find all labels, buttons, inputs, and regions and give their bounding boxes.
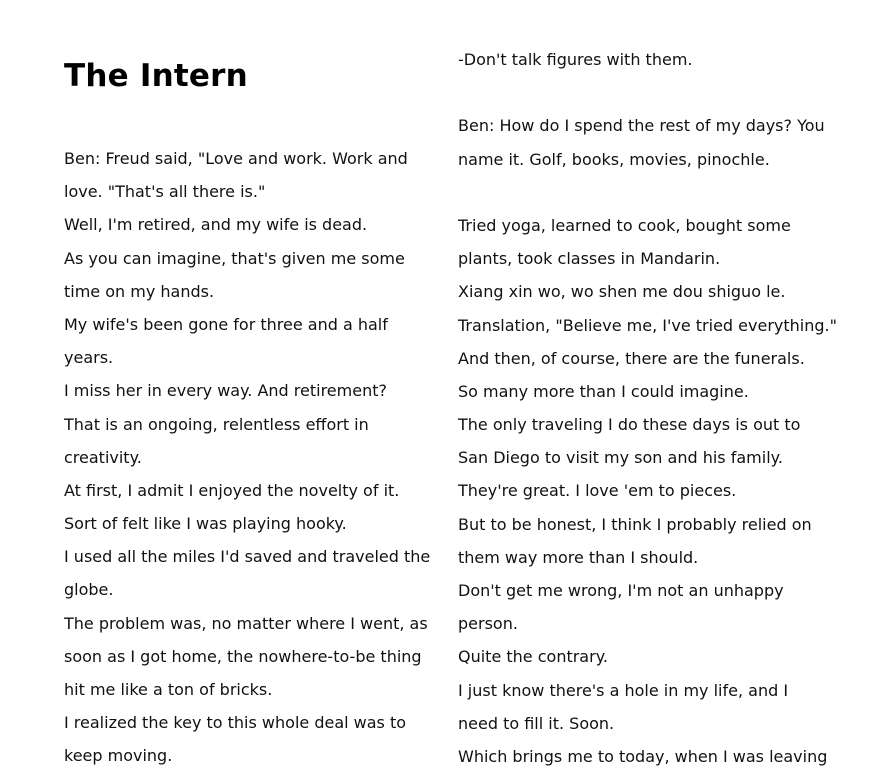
text-line: Ben: How do I spend the rest of my days? You — [458, 116, 825, 136]
text-line: San Diego to visit my son and his family. — [458, 448, 783, 468]
text-line: That is an ongoing, relentless effort in — [64, 414, 369, 434]
text-line: Don't get me wrong, I'm not an unhappy — [458, 581, 784, 600]
text-line: person. — [458, 614, 518, 634]
blank-line — [458, 76, 828, 109]
text-line: Xiang xin wo, wo shen me dou shiguo le. — [458, 282, 786, 302]
text-line: years. — [64, 348, 114, 368]
text-line: I miss her in every way. And retirement? — [64, 381, 387, 401]
text-line: The problem was, no matter where I went, as — [64, 613, 428, 633]
text-line: soon as I got home, the nowhere-to-be thing — [64, 646, 422, 666]
text-line: The only traveling I do these days is out to — [458, 415, 801, 435]
text-line: globe. — [64, 580, 114, 600]
text-line: keep moving. — [64, 746, 173, 766]
text-line: hit me like a ton of bricks. — [64, 680, 273, 699]
text-line: Sort of felt like I was playing hooky. — [64, 514, 347, 534]
text-line: Well, I'm retired, and my wife is dead. — [64, 215, 368, 235]
text-line: name it. Golf, books, movies, pinochle. — [458, 149, 770, 169]
text-line: time on my hands. — [64, 281, 215, 301]
text-line: I used all the miles I'd saved and traveled the — [64, 547, 431, 567]
document-title: The Intern — [64, 58, 248, 94]
text-line: Quite the contrary. — [458, 647, 608, 667]
left-text-column — [64, 142, 431, 773]
text-line: But to be honest, I think I probably relied on — [458, 514, 812, 534]
text-line: need to fill it. Soon. — [458, 713, 615, 733]
right-text-column — [458, 43, 837, 773]
text-line: plants, took classes in Mandarin. — [458, 249, 721, 269]
text-line: I realized the key to this whole deal was to — [64, 713, 407, 733]
text-line: Translation, "Believe me, I've tried everything." — [458, 315, 837, 335]
text-line: Tried yoga, learned to cook, bought some — [458, 215, 791, 235]
text-line: And then, of course, there are the funerals. — [458, 348, 805, 368]
text-line: love. "That's all there is." — [64, 182, 266, 202]
text-line: them way more than I should. — [458, 547, 699, 567]
text-line: Which brings me to today, when I was leaving — [458, 746, 828, 766]
text-line: creativity. — [64, 447, 142, 467]
text-line: My wife's been gone for three and a half — [64, 314, 388, 334]
text-line: So many more than I could imagine. — [458, 381, 749, 401]
text-line: -Don't talk figures with them. — [458, 50, 693, 69]
text-line: I just know there's a hole in my life, and I — [458, 680, 789, 700]
text-line: Ben: Freud said, "Love and work. Work and — [64, 149, 408, 168]
text-line: They're great. I love 'em to pieces. — [458, 481, 737, 501]
text-line: At first, I admit I enjoyed the novelty of it. — [64, 480, 400, 500]
text-line: As you can imagine, that's given me some — [64, 248, 405, 268]
blank-line — [458, 176, 828, 209]
